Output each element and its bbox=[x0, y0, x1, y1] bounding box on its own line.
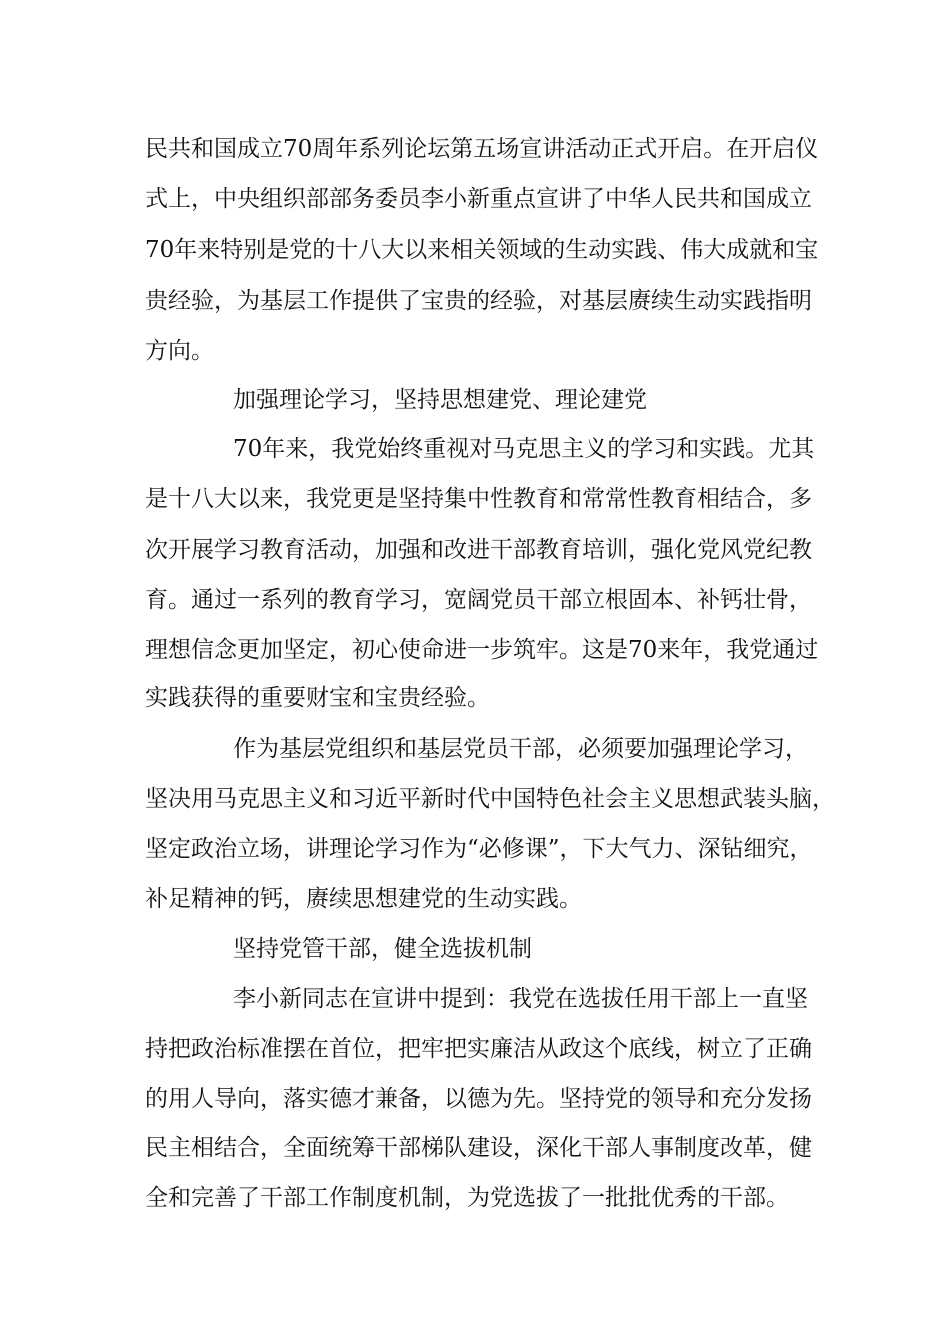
body-text-line: 全和完善了干部工作制度机制，为党选拔了一批批优秀的干部。 bbox=[145, 1185, 789, 1211]
body-text-line: 李小新同志在宣讲中提到：我党在选拔任用干部上一直坚 bbox=[233, 986, 808, 1012]
body-text-line: 坚决用马克思主义和习近平新时代中国特色社会主义思想武装头脑， bbox=[145, 786, 835, 812]
body-text-line: 方向。 bbox=[145, 338, 214, 364]
body-text-line: 70年来特别是党的十八大以来相关领域的生动实践、伟大成就和宝 bbox=[145, 237, 819, 263]
body-text-line: 民共和国成立70周年系列论坛第五场宣讲活动正式开启。在开启仪 bbox=[145, 136, 819, 162]
body-text-line: 坚定政治立场，讲理论学习作为“必修课”，下大气力、深钻细究， bbox=[145, 836, 813, 862]
body-text-line: 育。通过一系列的教育学习，宽阔党员干部立根固本、补钙壮骨， bbox=[145, 587, 812, 613]
body-text-line: 民主相结合，全面统筹干部梯队建设，深化干部人事制度改革，健 bbox=[145, 1135, 812, 1161]
section-heading: 加强理论学习，坚持思想建党、理论建党 bbox=[233, 387, 647, 413]
body-text-line: 70年来，我党始终重视对马克思主义的学习和实践。尤其 bbox=[233, 436, 815, 462]
body-text-line: 的用人导向，落实德才兼备，以德为先。坚持党的领导和充分发扬 bbox=[145, 1086, 812, 1112]
body-text-line: 补足精神的钙，赓续思想建党的生动实践。 bbox=[145, 886, 582, 912]
body-text-line: 持把政治标准摆在首位，把牢把实廉洁从政这个底线，树立了正确 bbox=[145, 1036, 812, 1062]
body-text-line: 理想信念更加坚定，初心使命进一步筑牢。这是70来年，我党通过 bbox=[145, 637, 819, 663]
body-text-line: 贵经验，为基层工作提供了宝贵的经验，对基层赓续生动实践指明 bbox=[145, 288, 812, 314]
body-text-line: 次开展学习教育活动，加强和改进干部教育培训，强化党风党纪教 bbox=[145, 537, 812, 563]
body-text-line: 是十八大以来，我党更是坚持集中性教育和常常性教育相结合，多 bbox=[145, 486, 812, 512]
body-text-line: 作为基层党组织和基层党员干部，必须要加强理论学习， bbox=[233, 736, 808, 762]
body-text-line: 式上，中央组织部部务委员李小新重点宣讲了中华人民共和国成立 bbox=[145, 186, 812, 212]
section-heading: 坚持党管干部，健全选拔机制 bbox=[233, 936, 532, 962]
body-text-line: 实践获得的重要财宝和宝贵经验。 bbox=[145, 685, 490, 711]
